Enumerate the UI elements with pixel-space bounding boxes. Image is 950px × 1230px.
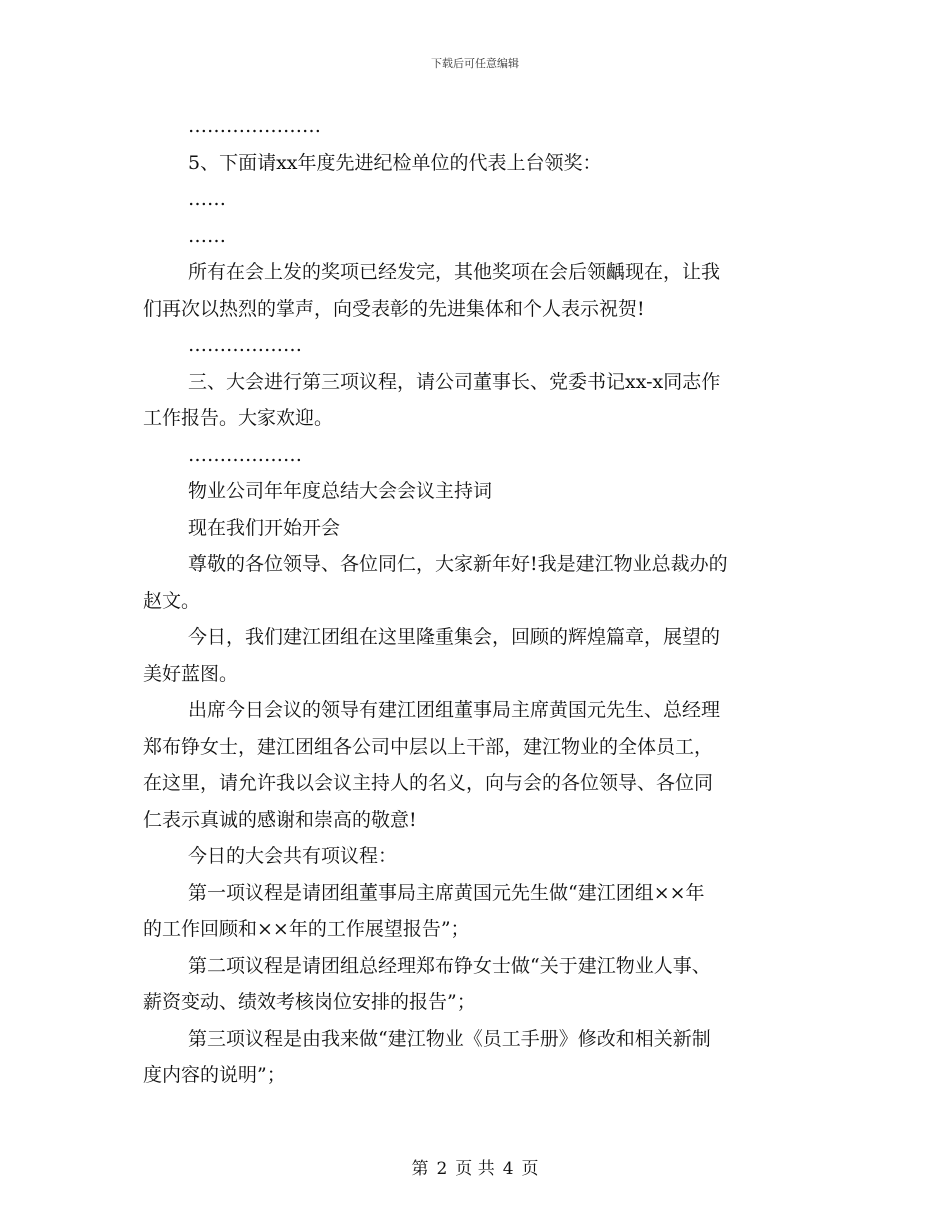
- paragraph-line: 今日的大会共有项议程：: [188, 845, 398, 867]
- footer-suffix: 页: [521, 1159, 539, 1179]
- paragraph-line: 现在我们开始开会: [188, 516, 341, 539]
- paragraph-line: 出席今日会议的领导有建江团组董事局主席黄国元先生、总经理: [188, 699, 721, 721]
- paragraph-line: 第三项议程是由我来做“建江物业《员工手册》修改和相关新制: [188, 1027, 711, 1050]
- document-body: [143, 108, 811, 1094]
- footer-prefix: 第: [411, 1159, 429, 1179]
- paragraph-line: 第一项议程是请团组董事局主席黄国元先生做“建江团组××年: [188, 881, 705, 904]
- paragraph-line: ……: [188, 188, 226, 210]
- paragraph-line: ……: [188, 224, 226, 247]
- paragraph-line: 仁表示真诚的感谢和崇高的敬意!: [143, 808, 417, 831]
- paragraph-line: 所有在会上发的奖项已经发完，其他奖项在会后领齲现在，让我: [188, 261, 721, 283]
- paragraph-line: 赵文。: [143, 589, 201, 612]
- paragraph-line: 的工作回顾和××年的工作展望报告”；: [143, 918, 470, 940]
- paragraph-line: ………………: [188, 443, 302, 466]
- paragraph-line: 三、大会进行第三项议程，请公司董事长、党委书记xx-x同志作: [188, 370, 721, 393]
- paragraph-line: 们再次以热烈的掌声，向受表彰的先进集体和个人表示祝贺!: [143, 297, 645, 320]
- paragraph-line: 度内容的说明”；: [143, 1064, 286, 1086]
- footer-total-pages: 4: [502, 1159, 514, 1179]
- paragraph-line: 郑布铮女士，建江团组各公司中层以上干部，建江物业的全体员工，: [143, 735, 714, 758]
- footer-middle: 页 共: [455, 1159, 495, 1179]
- paragraph-line: 第二项议程是请团组总经理郑布铮女士做“关于建江物业人事、: [188, 954, 711, 977]
- page-footer: [0, 1154, 950, 1179]
- paragraph-line: 尊敬的各位领导、各位同仁，大家新年好!我是建江物业总裁办的: [188, 553, 728, 575]
- paragraph-line: 5、下面请xx年度先进纪检单位的代表上台领奖：: [188, 151, 602, 174]
- page-header: 下载后可任意编辑: [431, 57, 519, 70]
- paragraph-line: ………………: [188, 334, 302, 356]
- paragraph-line: 工作报告。大家欢迎。: [143, 407, 334, 429]
- paragraph-line: 薪资变动、绩效考核岗位安排的报告”；: [143, 991, 476, 1013]
- paragraph-line: 今日，我们建江团组在这里隆重集会，回顾的辉煌篇章，展望的: [188, 626, 721, 648]
- footer-page-number: 2: [436, 1159, 448, 1179]
- paragraph-line: 美好蓝图。: [143, 662, 239, 685]
- paragraph-line: 在这里，请允许我以会议主持人的名义，向与会的各位领导、各位同: [143, 772, 714, 794]
- paragraph-line: …………………: [188, 115, 321, 137]
- paragraph-line: 物业公司年年度总结大会会议主持词: [188, 480, 493, 502]
